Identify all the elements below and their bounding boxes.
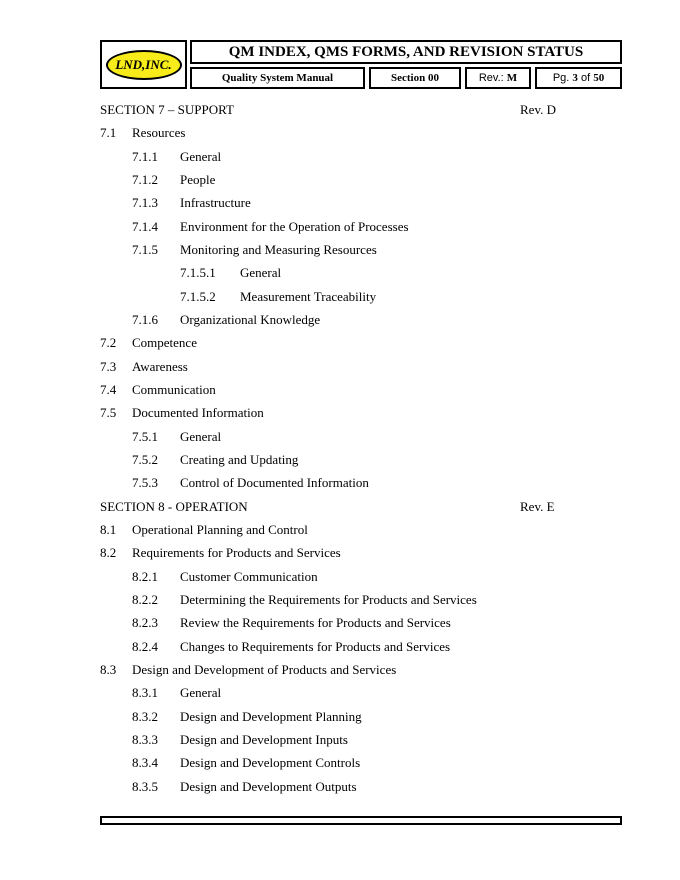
entry-number: 8.3.3: [132, 731, 158, 747]
manual-name: Quality System Manual: [190, 67, 365, 89]
entry-number: 7.1.5.1: [180, 265, 216, 281]
company-logo: [100, 40, 187, 89]
section-number: Section 00: [369, 67, 461, 89]
entry-number: 8.2: [100, 545, 117, 561]
page-number: 3: [572, 72, 578, 84]
section-heading: [0, 498, 680, 521]
entry-number: 7.2: [100, 335, 117, 351]
entry-number: 8.2.2: [132, 591, 158, 607]
entry-title: General: [180, 685, 222, 701]
entry-title: Monitoring and Measuring Resources: [180, 241, 377, 257]
entry-number: 8.2.1: [132, 568, 158, 584]
entry-title: Communication: [132, 381, 216, 397]
entry-title: Design and Development Planning: [180, 708, 362, 724]
index-entry: [0, 194, 680, 217]
index-list: [0, 101, 680, 801]
entry-number: SECTION 8 - OPERATION: [100, 498, 248, 514]
index-entry: [0, 521, 680, 544]
index-entry: [0, 684, 680, 707]
logo-oval: LND,INC.: [106, 50, 182, 80]
index-entry: [0, 264, 680, 287]
entry-title: Environment for the Operation of Processes: [180, 218, 409, 234]
document-title: QM INDEX, QMS FORMS, AND REVISION STATUS: [190, 40, 622, 64]
entry-number: 7.1: [100, 125, 117, 141]
entry-number: 7.5.3: [132, 475, 158, 491]
entry-title: Design and Development Controls: [180, 755, 361, 771]
index-entry: [0, 614, 680, 637]
entry-title: Design and Development Outputs: [180, 778, 357, 794]
entry-number: 7.4: [100, 381, 117, 397]
entry-number: 7.1.1: [132, 148, 158, 164]
index-entry: [0, 171, 680, 194]
entry-number: 8.3: [100, 661, 117, 677]
index-entry: [0, 241, 680, 264]
entry-title: Changes to Requirements for Products and Services: [180, 638, 451, 654]
entry-title: Infrastructure: [180, 195, 251, 211]
entry-number: 7.1.2: [132, 171, 158, 187]
entry-title: Control of Documented Information: [180, 475, 369, 491]
entry-title: Determining the Requirements for Products and Services: [180, 591, 477, 607]
section-heading: [0, 101, 680, 124]
entry-number: 8.2.3: [132, 615, 158, 631]
entry-number: 7.1.3: [132, 195, 158, 211]
entry-title: Documented Information: [132, 405, 264, 421]
entry-title: Customer Communication: [180, 568, 318, 584]
entry-number: 8.3.2: [132, 708, 158, 724]
entry-number: 7.5.1: [132, 428, 158, 444]
index-entry: [0, 311, 680, 334]
revision: [465, 67, 531, 89]
entry-title: Review the Requirements for Products and Services: [180, 615, 451, 631]
index-entry: [0, 661, 680, 684]
index-entry: [0, 474, 680, 497]
index-entry: [0, 754, 680, 777]
entry-number: 7.5: [100, 405, 117, 421]
entry-title: General: [240, 265, 282, 281]
rev-label: Rev.:: [478, 72, 507, 84]
page-total: 50: [593, 72, 605, 84]
rev-value: M: [506, 72, 518, 84]
index-entry: [0, 428, 680, 451]
index-entry: [0, 218, 680, 241]
entry-title: Design and Development Inputs: [180, 731, 348, 747]
index-entry: [0, 404, 680, 427]
entry-title: General: [180, 148, 222, 164]
section-revision: Rev. D: [520, 102, 556, 117]
entry-title: Operational Planning and Control: [132, 521, 308, 537]
entry-title: Measurement Traceability: [240, 288, 377, 304]
entry-title: People: [180, 171, 216, 187]
index-entry: [0, 591, 680, 614]
entry-number: 8.2.4: [132, 638, 158, 654]
entry-number: 7.1.6: [132, 311, 158, 327]
entry-title: Design and Development of Products and Services: [132, 661, 397, 677]
page-label: Pg.: [552, 72, 573, 84]
index-entry: [0, 731, 680, 754]
page-of: of: [577, 72, 594, 84]
entry-number: SECTION 7 – SUPPORT: [100, 102, 234, 117]
entry-title: Resources: [132, 125, 186, 141]
entry-number: 7.1.4: [132, 218, 158, 234]
index-entry: [0, 288, 680, 311]
entry-number: 7.3: [100, 358, 117, 374]
entry-number: 8.3.1: [132, 685, 158, 701]
entry-title: Competence: [132, 335, 197, 351]
index-entry: [0, 544, 680, 567]
entry-title: General: [180, 428, 222, 444]
index-entry: [0, 381, 680, 404]
page-indicator: [535, 67, 622, 89]
entry-title: Awareness: [132, 358, 188, 374]
index-entry: [0, 334, 680, 357]
entry-number: 7.1.5: [132, 241, 158, 257]
entry-number: 8.3.4: [132, 755, 158, 771]
index-entry: [0, 358, 680, 381]
index-entry: [0, 778, 680, 801]
index-entry: [0, 638, 680, 661]
index-entry: [0, 708, 680, 731]
entry-number: 7.1.5.2: [180, 288, 216, 304]
index-entry: [0, 451, 680, 474]
entry-title: Creating and Updating: [180, 451, 299, 467]
footer-bar: [100, 816, 622, 825]
entry-title: Organizational Knowledge: [180, 311, 321, 327]
index-entry: [0, 148, 680, 171]
entry-number: 8.3.5: [132, 778, 158, 794]
entry-number: 8.1: [100, 521, 117, 537]
entry-title: Requirements for Products and Services: [132, 545, 341, 561]
index-entry: [0, 124, 680, 147]
entry-number: 7.5.2: [132, 451, 158, 467]
section-revision: Rev. E: [520, 498, 555, 514]
index-entry: [0, 568, 680, 591]
